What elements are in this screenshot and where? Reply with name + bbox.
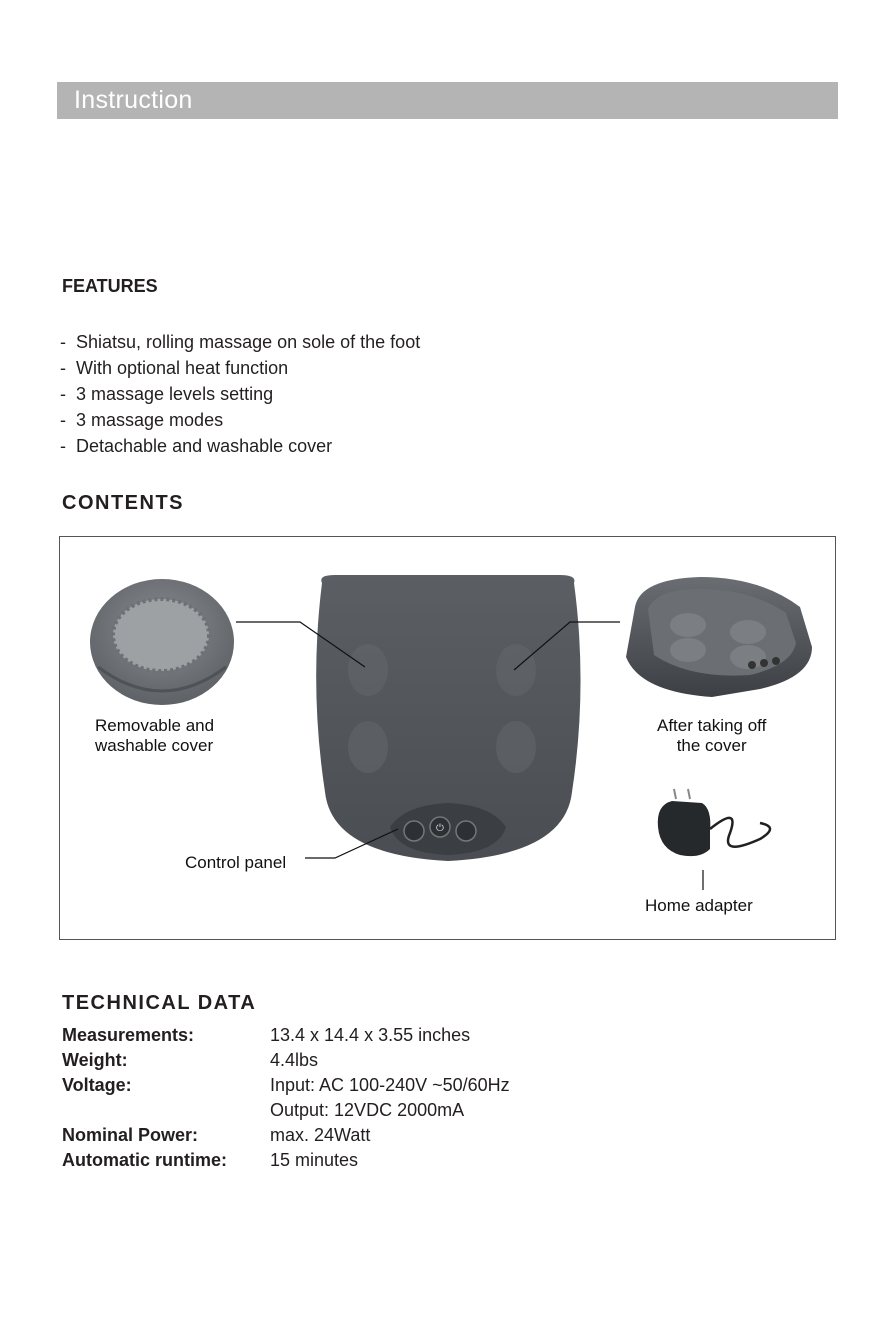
home-adapter-image bbox=[658, 789, 770, 856]
features-heading: FEATURES bbox=[62, 276, 158, 296]
contents-heading: CONTENTS bbox=[62, 492, 184, 514]
feature-item: - 3 massage modes bbox=[60, 410, 224, 430]
tech-value: 15 minutes bbox=[270, 1150, 359, 1170]
feature-item: - Detachable and washable cover bbox=[60, 436, 333, 456]
cover-label-line2: washable cover bbox=[95, 736, 214, 755]
tech-value: Output: 12VDC 2000mA bbox=[270, 1100, 465, 1120]
foot-massager-image bbox=[316, 575, 580, 861]
after-label-line2: the cover bbox=[676, 736, 747, 755]
technical-data-heading: TECHNICAL DATA bbox=[62, 992, 257, 1014]
feature-item: - 3 massage levels setting bbox=[60, 384, 274, 404]
tech-key: Automatic runtime: bbox=[62, 1150, 228, 1170]
tech-key: Weight: bbox=[62, 1050, 128, 1070]
features-list bbox=[60, 329, 420, 459]
svg-text:⏻: ⏻ bbox=[436, 823, 444, 834]
contents-illustration-box bbox=[59, 536, 836, 940]
tech-key: Measurements: bbox=[62, 1025, 195, 1045]
feature-item: - With optional heat function bbox=[60, 358, 289, 378]
tech-value: Input: AC 100-240V ~50/60Hz bbox=[270, 1075, 510, 1095]
section-header-bar bbox=[57, 82, 838, 119]
after-label-line1: After taking off bbox=[657, 716, 767, 735]
tech-value: 4.4lbs bbox=[270, 1050, 319, 1070]
cover-label-line1: Removable and bbox=[95, 716, 215, 735]
tech-key: Voltage: bbox=[62, 1075, 132, 1095]
uncovered-massager-image bbox=[626, 577, 812, 697]
tech-value: 13.4 x 14.4 x 3.55 inches bbox=[270, 1025, 471, 1045]
after-cover-callout bbox=[657, 716, 766, 756]
feature-item: - Shiatsu, rolling massage on sole of the foot bbox=[60, 332, 421, 352]
tech-value: max. 24Watt bbox=[270, 1125, 371, 1145]
cover-callout bbox=[95, 716, 214, 756]
tech-key: Nominal Power: bbox=[62, 1125, 199, 1145]
home-adapter-callout: Home adapter bbox=[645, 896, 753, 915]
washable-cover-image bbox=[90, 579, 234, 705]
control-panel-callout: Control panel bbox=[185, 853, 287, 872]
page-title: Instruction bbox=[74, 86, 193, 114]
